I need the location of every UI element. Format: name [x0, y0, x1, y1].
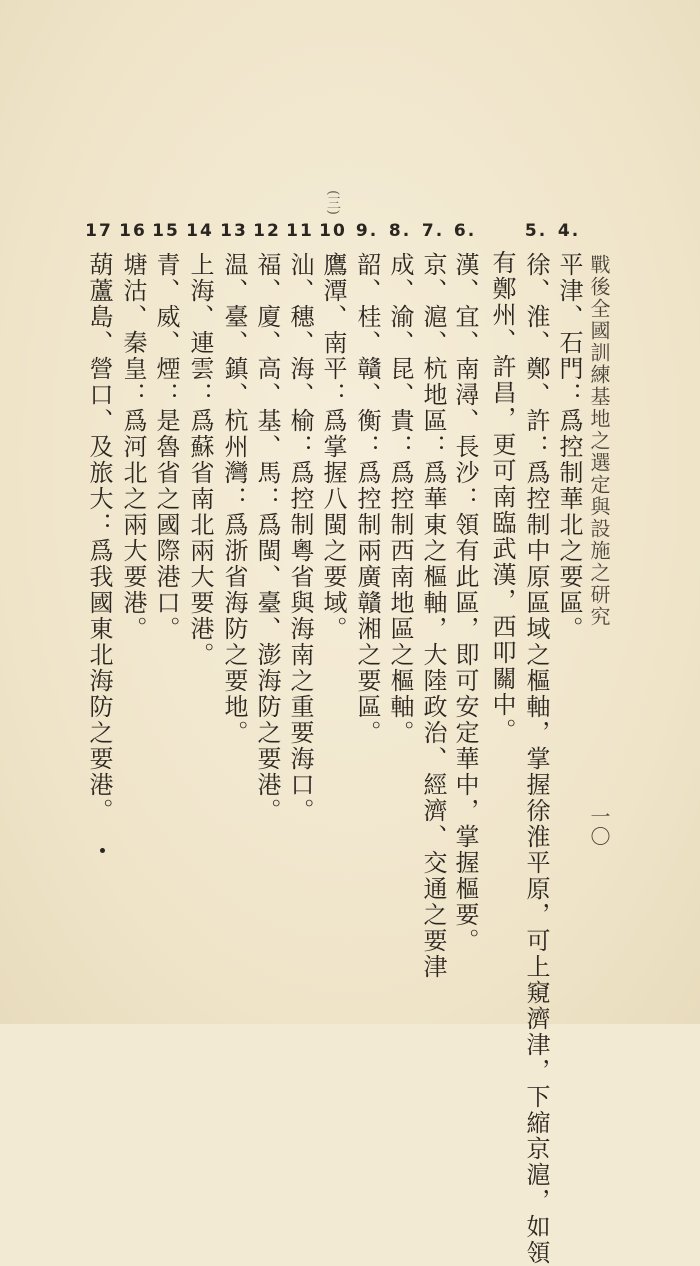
- entry-16: [116, 214, 150, 642]
- entry-7: [416, 214, 450, 980]
- entry-text: 汕、穗、海、榆：爲控制粵省與海南之重要海口。: [286, 252, 314, 824]
- entry-number: 15: [152, 221, 180, 241]
- entry-8: [383, 214, 417, 746]
- entry-text: 鷹潭、南平：爲掌握八閩之要域。: [319, 252, 347, 642]
- entry-number: 6.: [453, 221, 477, 241]
- entry-9: [350, 214, 384, 746]
- entry-text: 韶、桂、贛、衡：爲控制兩廣贛湘之要區。: [353, 252, 381, 746]
- entry-number: 9.: [355, 221, 379, 241]
- entry-number: 14: [186, 221, 214, 241]
- entry-11: [283, 214, 317, 824]
- entry-text: 漢、宜、南潯、長沙：領有此區，即可安定華中，掌握樞要。: [451, 252, 479, 954]
- margin-mark: (三): [325, 190, 341, 215]
- entry-number: 4.: [557, 221, 581, 241]
- entry-number: 12: [253, 221, 281, 241]
- entry-text: 葫蘆島、營口、及旅大：爲我國東北海防之要港。: [85, 252, 113, 824]
- entry-6: [448, 214, 482, 954]
- entry-text: 福、廈、高、基、馬：爲閩、臺、澎海防之要港。: [253, 252, 281, 824]
- entry-number: 5.: [524, 221, 548, 241]
- entry-text: 青、威、煙：是魯省之國際港口。: [152, 252, 180, 642]
- entry-number: 8.: [388, 221, 412, 241]
- entry-number: 10: [319, 221, 347, 241]
- entry-text: 有鄭州、許昌，更可南臨武漢，西叩關中。: [488, 250, 516, 744]
- entry-12: [250, 214, 284, 824]
- entry-14: [183, 214, 217, 668]
- entry-text: 京、滬、杭地區：爲華東之樞軸，大陸政治、經濟、交通之要津: [419, 252, 447, 980]
- entry-17: [82, 214, 116, 824]
- entry-15: [149, 214, 183, 642]
- entry-text: 成、渝、昆、貴：爲控制西南地區之樞軸。: [386, 252, 414, 746]
- entry-text: 平津、石門：爲控制華北之要區。: [555, 252, 583, 642]
- entry-number: 7.: [421, 221, 445, 241]
- running-head: 戰後全國訓練基地之選定與設施之研究: [587, 254, 611, 628]
- entry-text: 徐、淮、鄭、許：爲控制中原區域之樞軸，掌握徐淮平原，可上窺濟津，下縮京滬，如領: [522, 252, 550, 1266]
- entry-number: 16: [119, 221, 147, 241]
- ink-dot: [100, 848, 105, 853]
- entry-text: 上海、連雲：爲蘇省南北兩大要港。: [186, 252, 214, 668]
- entry-10: [316, 214, 350, 642]
- entry-4: [552, 214, 586, 642]
- entry-number: 11: [286, 221, 314, 241]
- page-number: 一〇: [587, 806, 611, 846]
- entry-5-continued: [485, 250, 519, 744]
- entry-text: 温、臺、鎮、杭州灣：爲浙省海防之要地。: [220, 252, 248, 746]
- entry-number: 17: [85, 221, 113, 241]
- entry-text: 塘沽、秦皇：爲河北之兩大要港。: [119, 252, 147, 642]
- entry-5: [519, 214, 553, 1266]
- entry-13: [217, 214, 251, 746]
- entry-number: 13: [220, 221, 248, 241]
